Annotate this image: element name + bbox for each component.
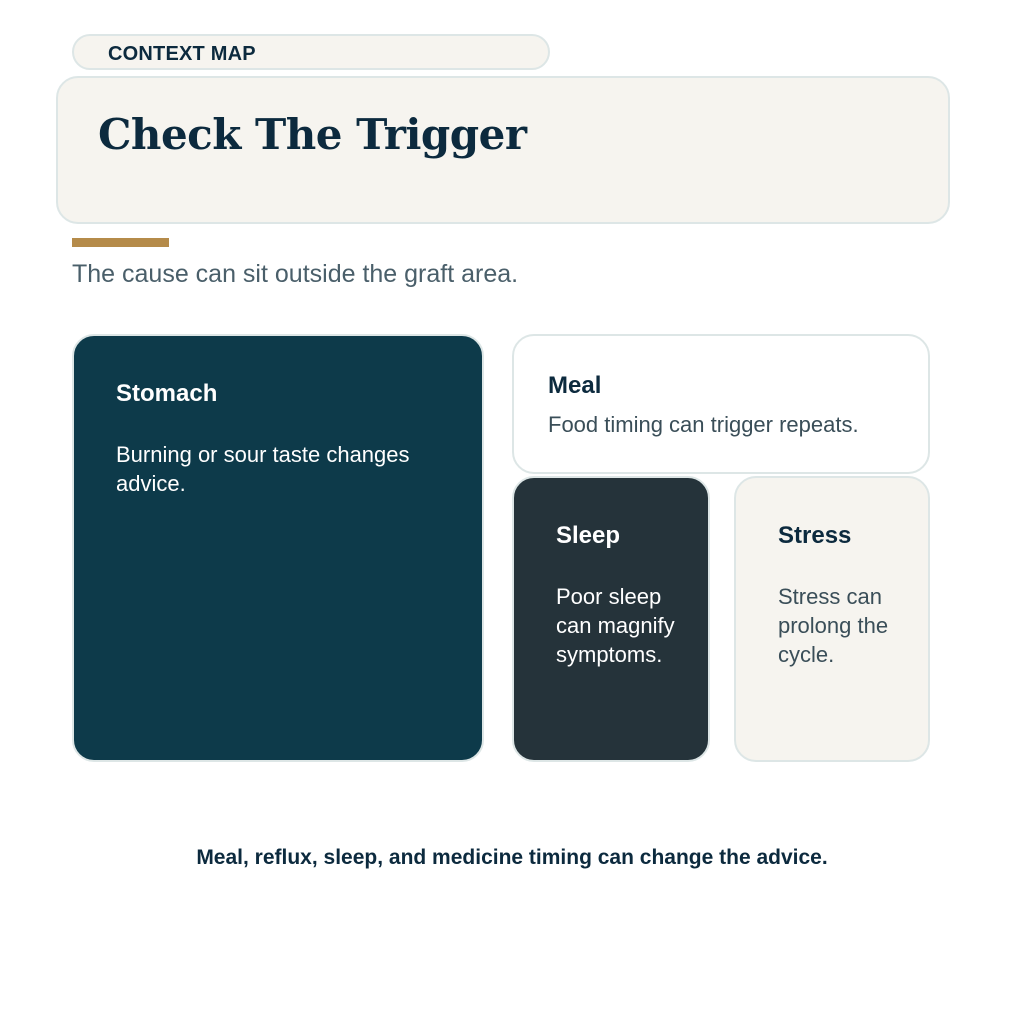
- page-subtitle: The cause can sit outside the graft area.: [72, 260, 519, 288]
- card-meal: [512, 334, 930, 474]
- card-stomach: [72, 334, 484, 762]
- title-panel: [56, 76, 950, 224]
- card-stress-title: Stress: [778, 522, 852, 549]
- card-sleep-title: Sleep: [556, 522, 621, 549]
- card-sleep: [512, 476, 710, 762]
- card-meal-text: Food timing can trigger repeats.: [548, 412, 859, 437]
- context-map-label: CONTEXT MAP: [108, 43, 256, 65]
- card-stomach-title: Stomach: [116, 380, 218, 407]
- card-stress-text: Stress can prolong the cycle.: [778, 584, 889, 667]
- context-map-pill: [72, 34, 550, 70]
- card-stress: [734, 476, 930, 762]
- card-stomach-text: Burning or sour taste changes advice.: [116, 442, 410, 496]
- card-meal-title: Meal: [548, 372, 602, 399]
- footer-note: Meal, reflux, sleep, and medicine timing can change the advice.: [196, 846, 828, 869]
- card-sleep-text: Poor sleep can magnify symptoms.: [556, 584, 675, 667]
- accent-divider: [72, 238, 169, 247]
- page-title: Check The Trigger: [98, 110, 527, 159]
